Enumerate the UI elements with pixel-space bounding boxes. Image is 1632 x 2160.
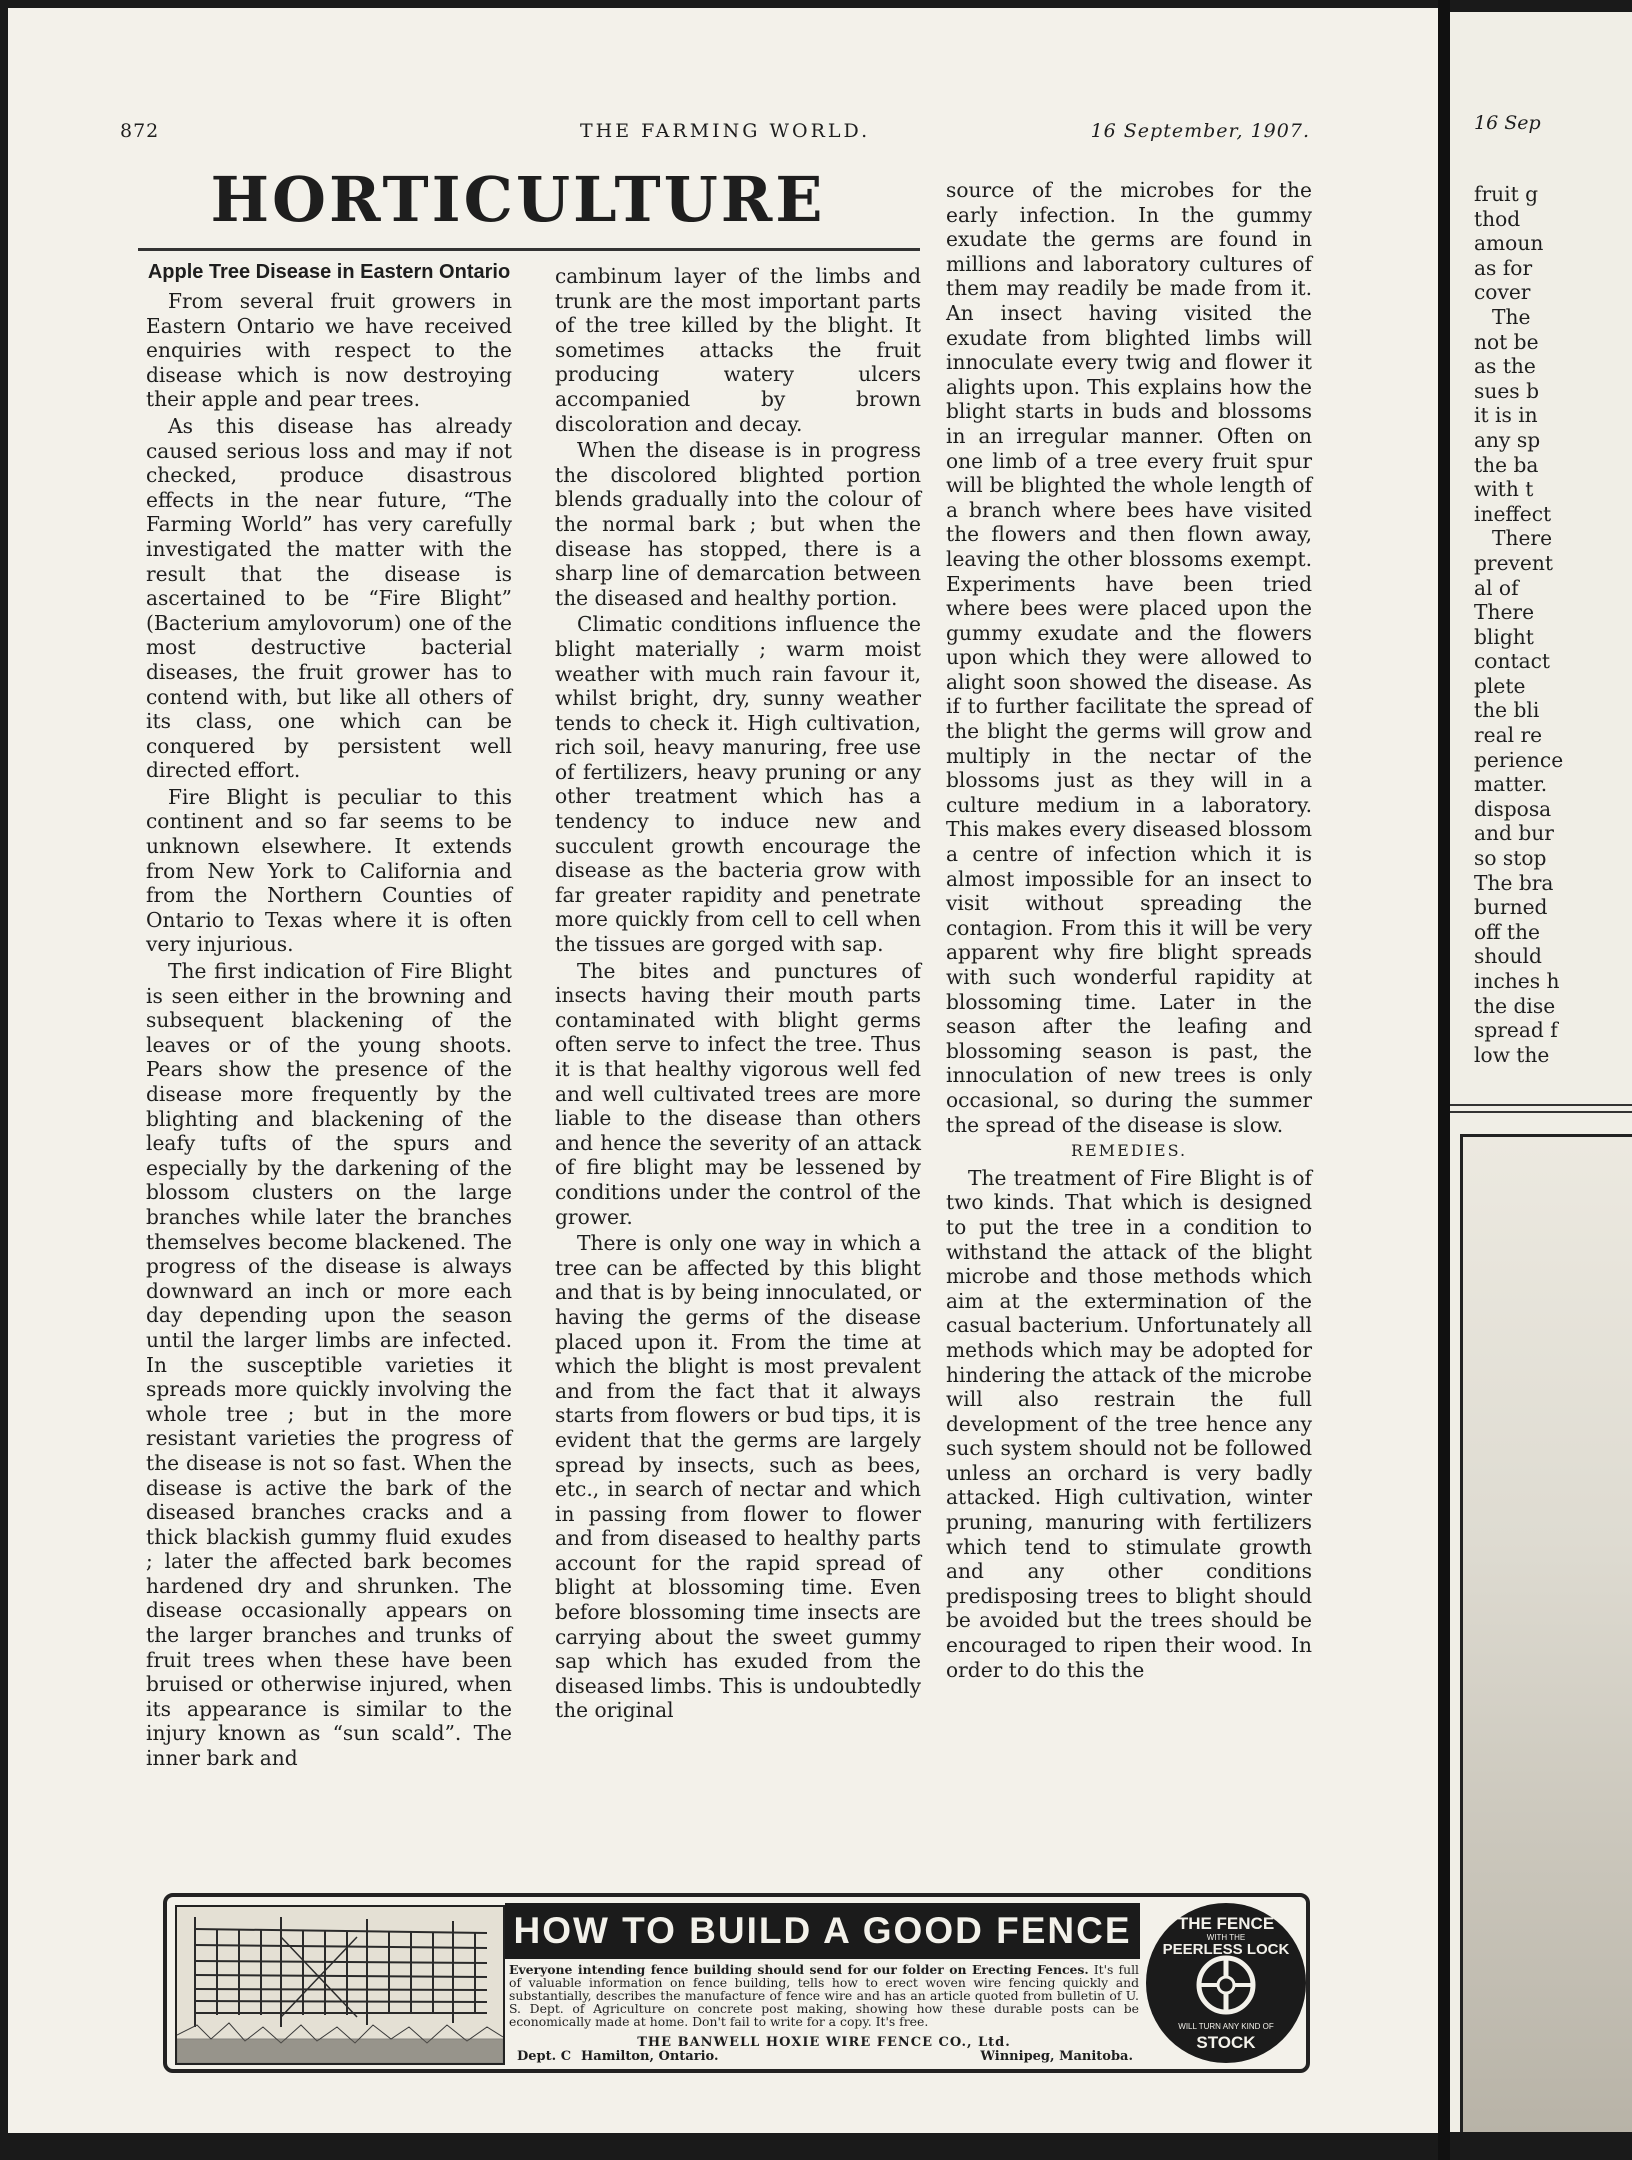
ad-dept: Dept. C	[517, 2049, 572, 2064]
column-3	[946, 178, 1312, 1684]
running-header	[120, 120, 1310, 150]
paragraph: cambinum layer of the limbs and trunk are the most important parts of the tree killed by the blight. It sometimes attacks the fruit producing watery ulcers accompanied by brown discoloration and decay.	[555, 264, 921, 436]
next-page-line: ineffect	[1474, 501, 1552, 526]
paragraph: When the disease is in progress the discolored blighted portion blends gradually into the colour of the normal bark ; but when the disease has stopped, there is a sharp line of demarcation between the diseased and healthy portion.	[555, 438, 921, 610]
badge-top-text: THE FENCE	[1177, 1914, 1275, 1933]
next-page-line: it is in	[1474, 403, 1538, 428]
paragraph: From several fruit growers in Eastern Ontario we have received enquiries with respect to the disease which is now destroying their apple and pear trees.	[146, 289, 512, 412]
next-page-line: not be	[1474, 329, 1539, 354]
page-gutter	[1438, 0, 1450, 2160]
next-page-line: contact	[1474, 649, 1551, 674]
next-page-line: any sp	[1474, 427, 1541, 452]
title-rule	[138, 248, 920, 251]
badge-stock-text: STOCK	[1196, 2033, 1256, 2052]
column-1	[146, 260, 512, 1773]
next-page-fragment	[1450, 12, 1632, 2132]
next-page-line: burned	[1474, 895, 1548, 920]
next-page-date: 16 Sep	[1474, 112, 1541, 134]
paragraph: source of the microbes for the early infection. In the gummy exudate the germs are found in millions and laboratory cultures of them may readily be made from it. An insect having visited the exudate from blighted limbs will innoculate every twig and flower it alights upon. This explains how the blight starts in buds and blossoms in an irregular manner. Often on one limb of a tree every fruit spur will be blighted the whole length of a branch where bees have visited the flowers and then flown away, leaving the other blossoms exempt. Experiments have been tried where bees were placed upon the gummy exudate and the flowers upon which they were allowed to alight soon showed the disease. As if to further facilitate the spread of the blight the germs will grow and multiply in the nectar of the blossoms just as they will in a culture medium in a laboratory. This makes every diseased blossom a centre of infection which it is almost impossible for an insect to visit without spreading the contagion. From this it will be very apparent why fire blight spreads with such wonderful rapidity at blossoming time. Later in the season after the leafing and blossoming season is past, the innoculation of new trees is only occasional, so during the summer the spread of the disease is slow.	[946, 178, 1312, 1137]
ad-body-lead: Everyone intending fence building should send for our folder on Erecting Fences.	[509, 1962, 1089, 1977]
next-page-line: al of	[1474, 575, 1519, 600]
next-page-line: plete	[1474, 673, 1526, 698]
next-page-rule	[1450, 1111, 1632, 1113]
ad-city-winnipeg: Winnipeg, Manitoba.	[980, 2049, 1133, 2064]
paragraph: Fire Blight is peculiar to this continent and so far seems to be unknown elsewhere. It extends from New York to California and from the Northern Counties of Ontario to Texas where it is often very injurious.	[146, 784, 512, 957]
next-page-line: sues b	[1474, 378, 1540, 403]
next-page-line: real re	[1474, 723, 1543, 748]
next-page-line: There	[1492, 526, 1553, 551]
next-page-line: off the	[1474, 919, 1540, 944]
next-page-rule	[1450, 1104, 1632, 1106]
next-page-line: disposa	[1474, 796, 1552, 821]
next-page-line: There	[1474, 600, 1535, 625]
next-page-line: spread f	[1474, 1018, 1558, 1043]
next-page-line: matter.	[1474, 772, 1548, 797]
next-page-line: as the	[1474, 354, 1536, 379]
peerless-lock-badge	[1142, 1897, 1310, 2069]
next-page-line: the bli	[1474, 698, 1540, 723]
next-page-text	[1474, 182, 1632, 1067]
ad-body	[509, 1963, 1139, 2039]
fence-illustration	[175, 1905, 505, 2065]
next-page-line: The bra	[1474, 870, 1554, 895]
next-page-line: low the	[1474, 1042, 1550, 1067]
paragraph: The treatment of Fire Blight is of two kinds. That which is designed to put the tree in a condition to withstand the attack of the blight microbe and those methods which aim at the extermination of the casual bacterium. Unfortunately all methods which may be adopted for hindering the attack of the microbe will also restrain the full development of the tree hence any such system should not be followed unless an orchard is very badly attacked. High cultivation, winter pruning, manuring with fertilizers which tend to stimulate growth and any other conditions predisposing trees to blight should be avoided but the trees should be encouraged to ripen their wood. In order to do this the	[946, 1165, 1312, 1682]
next-page-line: the dise	[1474, 993, 1556, 1018]
next-page-line: as for	[1474, 255, 1533, 280]
next-page-photo	[1460, 1134, 1632, 2132]
ad-company: THE BANWELL HOXIE WIRE FENCE CO., Ltd.	[637, 2035, 1011, 2050]
next-page-line: cover	[1474, 280, 1531, 305]
next-page-line: so stop	[1474, 846, 1547, 871]
paragraph: The bites and punctures of insects having their mouth parts contaminated with blight germs often serve to infect the tree. Thus it is that healthy vigorous well fed and well cultivated trees are more liable to the disease than others and hence the severity of an attack of fire blight may be lessened by conditions under the control of the grower.	[555, 958, 921, 1229]
ad-headline: HOW TO BUILD A GOOD FENCE	[505, 1903, 1140, 1959]
article-title: Apple Tree Disease in Eastern Ontario	[147, 261, 511, 283]
fence-advertisement	[163, 1893, 1310, 2073]
ad-city-hamilton: Hamilton, Ontario.	[581, 2049, 719, 2064]
badge-lock-text: PEERLESS LOCK	[1162, 1941, 1290, 1958]
next-page-line: inches h	[1474, 969, 1560, 993]
remedies-heading: REMEDIES.	[1070, 1141, 1188, 1161]
ad-body-text: It's full of valuable information on fence building, tells how to erect woven wire fencing quickly and substantially, describes the manufacture of fence wire and has an article quoted from bulletin of U. S. Dept. of Agriculture on concrete post making, showing how these durable posts can be economically made at home. Don't fail to write for a copy. It's free.	[509, 1962, 1140, 2029]
page-number: 872	[120, 120, 160, 142]
next-page-line: should	[1474, 944, 1542, 969]
next-page-line: The	[1492, 304, 1531, 329]
column-2	[555, 264, 921, 1725]
paragraph: As this disease has already caused serious loss and may if not checked, produce disastrous effects in the near future, “The Farming World” has very carefully investigated the matter with the result that the disease is ascertained to be “Fire Blight” (Bacterium amylovorum) one of the most destructive bacterial diseases, the fruit grower has to contend with, but like all others of its class, one which can be conquered by persistent well directed effort.	[146, 413, 512, 783]
next-page-line: and bur	[1474, 821, 1554, 846]
issue-date: 16 September, 1907.	[1090, 120, 1310, 142]
magazine-title: THE FARMING WORLD.	[580, 120, 871, 142]
next-page-line: fruit g	[1474, 182, 1539, 206]
magazine-page	[8, 8, 1438, 2133]
next-page-line: with t	[1474, 477, 1534, 502]
next-page-line: prevent	[1474, 550, 1553, 575]
paragraph: There is only one way in which a tree can be affected by this blight and that is by being innoculated, or having the germs of the disease placed upon it. From the time at which the blight is most prevalent and from the fact that it always starts from flowers or bud tips, it is evident that the germs are largely spread by insects, such as bees, etc., in search of nectar and which in passing from flower to flower and from diseased to healthy parts account for the rapid spread of blight at blossoming time. Even before blossoming time insects are carrying about the sweet gummy sap which has exuded from the diseased limbs. This is undoubtedly the original	[555, 1231, 921, 1723]
next-page-line: perience	[1474, 747, 1564, 772]
section-title: HORTICULTURE	[210, 163, 826, 236]
next-page-line: blight	[1474, 624, 1534, 649]
paragraph: The first indication of Fire Blight is seen either in the browning and subsequent blackening of the leaves or of the young shoots. Pears show the presence of the disease more frequently by the blighting and blackening of the leafy tufts of the spurs and especially by the darkening of the blossom clusters on the large branches while later the branches themselves become blackened. The progress of the disease is always downward an inch or more each day depending upon the season until the larger limbs are infected. In the susceptible varieties it spreads more quickly involving the whole tree ; but in the more resistant varieties the progress of the disease is not so fast. When the disease is active the bark of the diseased branches cracks and a thick blackish gummy fluid exudes ; later the affected bark becomes hardened dry and shrunken. The disease occasionally appears on the larger branches and trunks of fruit trees when these have been bruised or otherwise injured, when its appearance is similar to the injury known as “sun scald”. The inner bark and	[146, 959, 512, 1771]
next-page-line: the ba	[1474, 452, 1539, 477]
ad-address	[509, 2049, 1139, 2067]
badge-with-text: WITH THE	[1206, 1933, 1246, 1942]
badge-turn-text: WILL TURN ANY KIND OF	[1178, 2022, 1274, 2031]
paragraph: Climatic conditions influence the blight materially ; warm moist weather with much rain favour it, whilst bright, dry, sunny weather tends to check it. High cultivation, rich soil, heavy manuring, free use of fertilizers, heavy pruning or any other treatment which has a tendency to induce new and succulent growth encourage the disease as the bacteria grow with far greater rapidity and penetrate more quickly from cell to cell when the tissues are gorged with sap.	[555, 612, 921, 957]
next-page-line: amoun	[1474, 231, 1544, 256]
next-page-line: thod	[1474, 206, 1521, 231]
